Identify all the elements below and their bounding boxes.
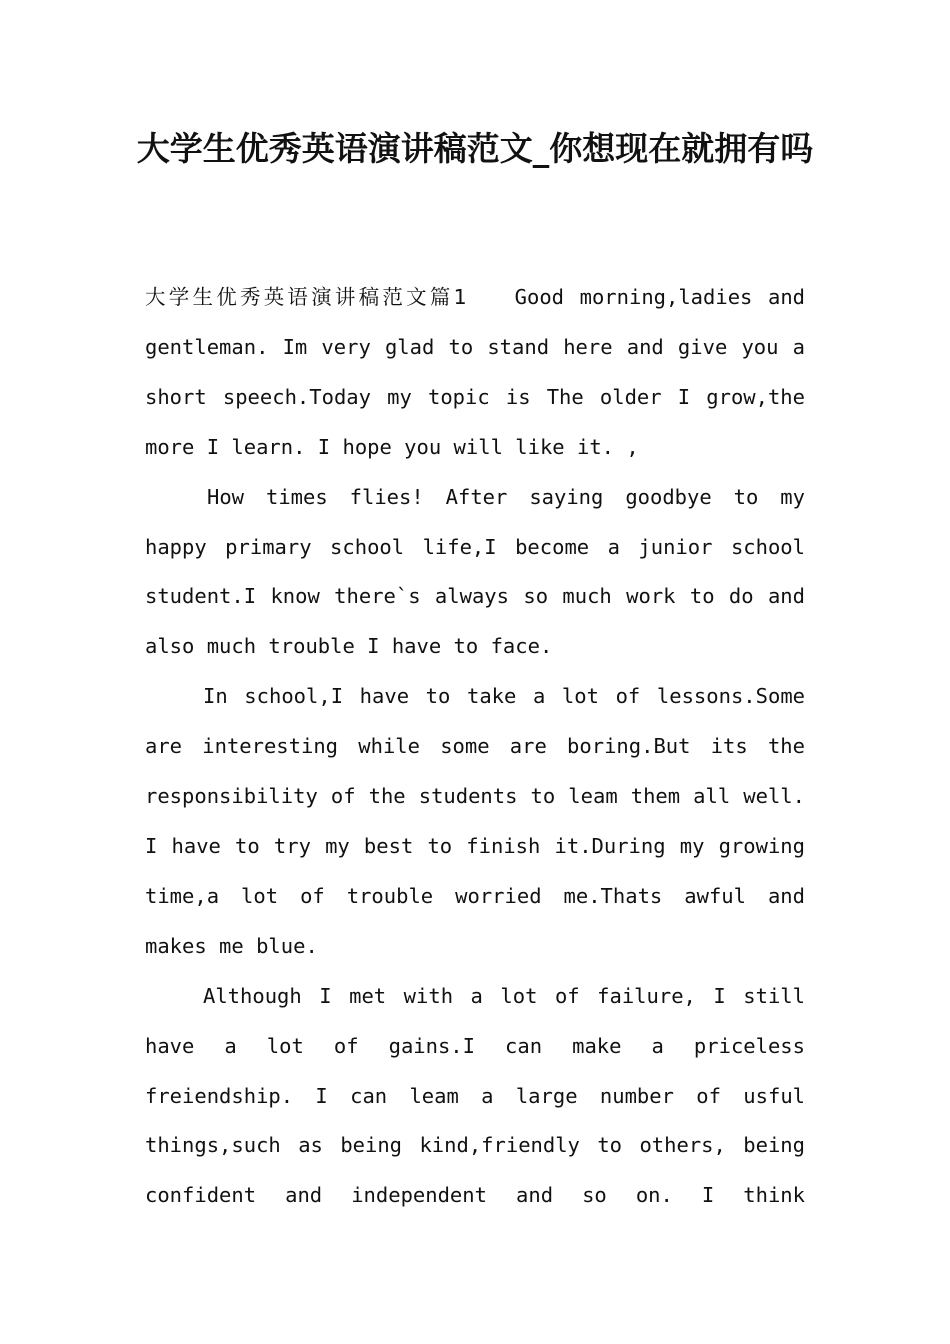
paragraph-1-text: Good morning,ladies and gentleman. Im very glad to stand here and give you a short speech.Today my topic is The older I grow,the more I learn. I hope you will like it. , (145, 285, 806, 459)
paragraph-1 (145, 273, 805, 473)
paragraph-4: Although I met with a lot of failure, I still have a lot of gains.I can make a priceless freiendship. I can leam a large number of usful things,such as being kind,friendly to others, being confident and independent and so on. I think (145, 983, 805, 1208)
document-title: 大学生优秀英语演讲稿范文_你想现在就拥有吗 (136, 129, 814, 168)
document-body (145, 273, 805, 1221)
paragraph-2: How times flies! After saying goodbye to my happy primary school life,I become a junior school student.I know there`s always so much work to do and also much trouble I have to face. (145, 484, 805, 659)
section-heading: 大学生优秀英语演讲稿范文篇1 (145, 285, 467, 309)
paragraph-3: In school,I have to take a lot of lessons.Some are interesting while some are boring.But its the responsibility of the students to leam them all well. I have to try my best to finish it.During my growing time,a lot of trouble worried me.Thats awful and makes me blue. (145, 684, 805, 958)
